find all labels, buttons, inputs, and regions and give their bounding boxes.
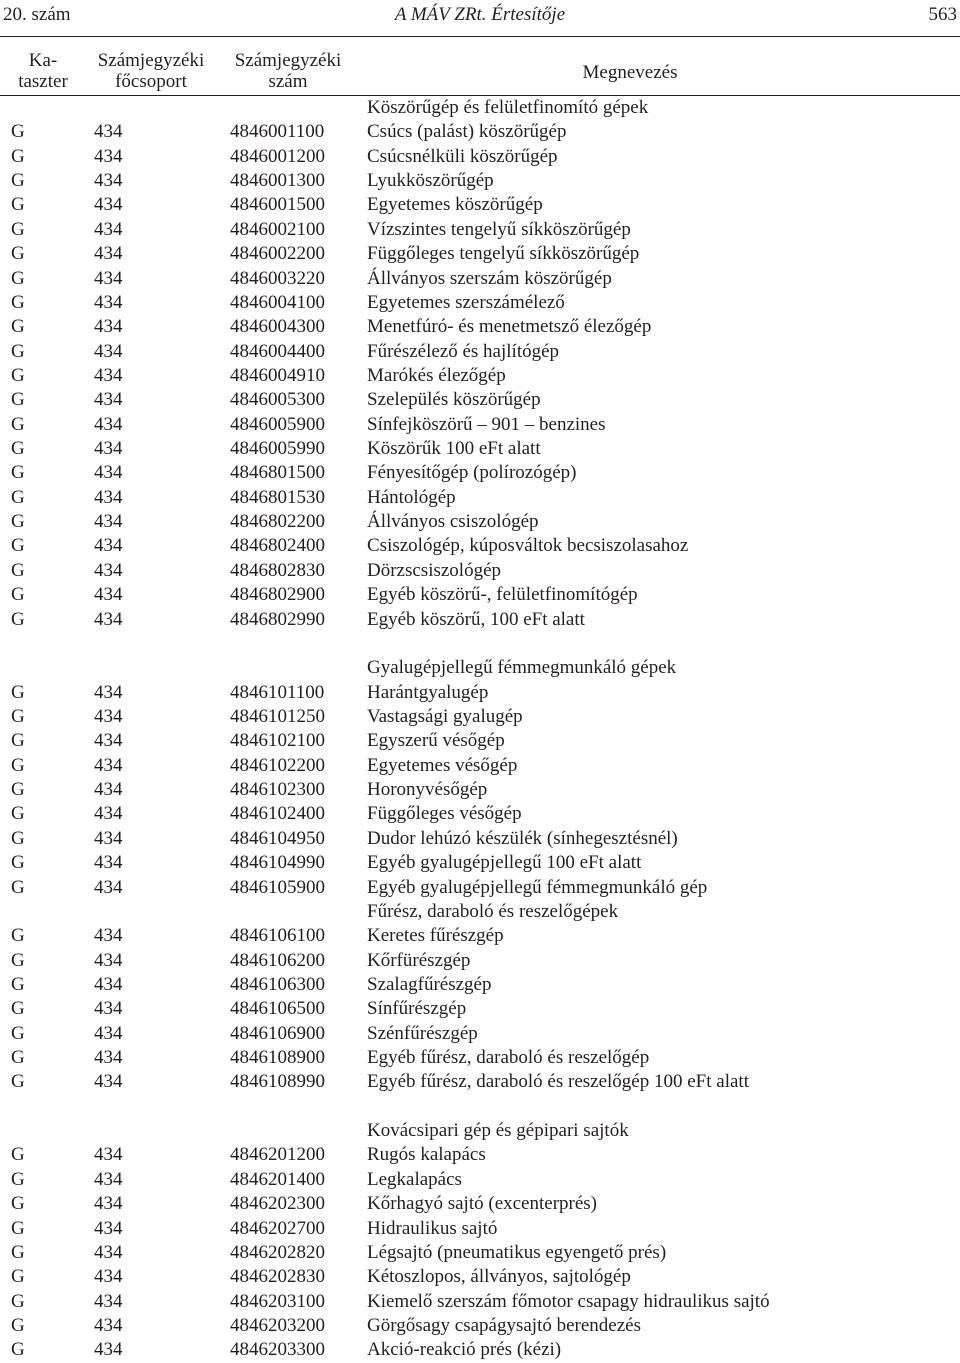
szam-cell: 4846203200 <box>230 1314 325 1336</box>
megnevezes-cell: Kiemelő szerszám főmotor csapagy hidraulikus sajtó <box>367 1290 770 1312</box>
kataszter-cell: G <box>11 486 25 508</box>
focsoport-cell: 434 <box>94 584 123 606</box>
focsoport-cell: 434 <box>94 438 123 460</box>
kataszter-cell: G <box>11 218 25 240</box>
szam-cell: 4846005990 <box>230 438 325 460</box>
table-row <box>0 388 960 412</box>
journal-title: A MÁV ZRt. Értesítője <box>394 4 566 25</box>
table-row <box>0 1070 960 1094</box>
szam-cell: 4846004910 <box>230 364 325 386</box>
kataszter-cell: G <box>11 511 25 533</box>
table-row <box>0 169 960 193</box>
focsoport-cell: 434 <box>94 1047 123 1069</box>
szam-cell: 4846801500 <box>230 462 325 484</box>
table-row <box>0 267 960 291</box>
szam-cell: 4846106900 <box>230 1022 325 1044</box>
megnevezes-cell: Egyéb fűrész, daraboló és reszelőgép 100 eFt alatt <box>367 1071 749 1093</box>
table-row <box>0 218 960 242</box>
table-row <box>0 120 960 144</box>
kataszter-cell: G <box>11 1144 25 1166</box>
kataszter-cell: G <box>11 1071 25 1093</box>
szam-cell: 4846802200 <box>230 511 325 533</box>
megnevezes-cell: Kőrfürészgép <box>367 949 471 971</box>
focsoport-cell: 434 <box>94 608 123 630</box>
focsoport-cell: 434 <box>94 681 123 703</box>
megnevezes-cell: Szelepülés köszörűgép <box>367 389 541 411</box>
column-header-szam: Számjegyzéki szám <box>234 50 342 92</box>
megnevezes-cell: Rugós kalapács <box>367 1144 486 1166</box>
megnevezes-cell: Csúcs (palást) köszörűgép <box>367 121 567 143</box>
table-row <box>0 1046 960 1070</box>
table-row <box>0 997 960 1021</box>
focsoport-cell: 434 <box>94 243 123 265</box>
kataszter-cell: G <box>11 389 25 411</box>
megnevezes-cell: Akció-reakció prés (kézi) <box>367 1339 562 1361</box>
focsoport-cell: 434 <box>94 340 123 362</box>
focsoport-cell: 434 <box>94 949 123 971</box>
focsoport-cell: 434 <box>94 170 123 192</box>
focsoport-cell: 434 <box>94 535 123 557</box>
table-row <box>0 754 960 778</box>
table-body <box>0 96 960 1363</box>
focsoport-cell: 434 <box>94 291 123 313</box>
szam-cell: 4846106500 <box>230 998 325 1020</box>
megnevezes-cell: Csúcsnélküli köszörűgép <box>367 145 558 167</box>
megnevezes-cell: Marókés élezőgép <box>367 364 506 386</box>
focsoport-cell: 434 <box>94 1339 123 1361</box>
megnevezes-cell: Egyéb köszörű, 100 eFt alatt <box>367 608 585 630</box>
focsoport-cell: 434 <box>94 559 123 581</box>
focsoport-cell: 434 <box>94 998 123 1020</box>
szam-cell: 4846005300 <box>230 389 325 411</box>
szam-cell: 4846004300 <box>230 316 325 338</box>
megnevezes-cell: Egyéb gyalugépjellegű fémmegmunkáló gép <box>367 876 708 898</box>
focsoport-cell: 434 <box>94 827 123 849</box>
kataszter-cell: G <box>11 852 25 874</box>
megnevezes-cell: Lyukköszörűgép <box>367 170 494 192</box>
table-row <box>0 193 960 217</box>
focsoport-cell: 434 <box>94 194 123 216</box>
szam-cell: 4846105900 <box>230 876 325 898</box>
szam-cell: 4846202300 <box>230 1193 325 1215</box>
szam-cell: 4846106100 <box>230 925 325 947</box>
megnevezes-cell: Egyéb köszörű-, felületfinomítógép <box>367 584 638 606</box>
szam-cell: 4846002200 <box>230 243 325 265</box>
table-row <box>0 608 960 632</box>
szam-cell: 4846004100 <box>230 291 325 313</box>
megnevezes-cell: Légsajtó (pneumatikus egyengető prés) <box>367 1241 667 1263</box>
szam-cell: 4846102200 <box>230 754 325 776</box>
kataszter-cell: G <box>11 267 25 289</box>
column-header-focsoport: Számjegyzéki főcsoport <box>97 50 205 92</box>
megnevezes-cell: Keretes fűrészgép <box>367 925 504 947</box>
section-title: Gyalugépjellegű fémmegmunkáló gépek <box>367 657 677 679</box>
focsoport-cell: 434 <box>94 1290 123 1312</box>
table-row <box>0 802 960 826</box>
megnevezes-cell: Kőrhagyó sajtó (excenterprés) <box>367 1193 598 1215</box>
megnevezes-cell: Egyéb gyalugépjellegű 100 eFt alatt <box>367 852 642 874</box>
table-row <box>0 924 960 948</box>
szam-cell: 4846108900 <box>230 1047 325 1069</box>
szam-cell: 4846002100 <box>230 218 325 240</box>
szam-cell: 4846001100 <box>230 121 325 143</box>
kataszter-cell: G <box>11 1047 25 1069</box>
focsoport-cell: 434 <box>94 925 123 947</box>
szam-cell: 4846202700 <box>230 1217 325 1239</box>
megnevezes-cell: Szalagfűrészgép <box>367 973 492 995</box>
kataszter-cell: G <box>11 730 25 752</box>
focsoport-cell: 434 <box>94 803 123 825</box>
szam-cell: 4846106200 <box>230 949 325 971</box>
table-row <box>0 534 960 558</box>
focsoport-cell: 434 <box>94 511 123 533</box>
kataszter-cell: G <box>11 438 25 460</box>
megnevezes-cell: Kétoszlopos, állványos, sajtológép <box>367 1266 631 1288</box>
table-row <box>0 876 960 900</box>
table-row <box>0 315 960 339</box>
section-heading <box>0 656 960 680</box>
megnevezes-cell: Egyetemes köszörűgép <box>367 194 543 216</box>
table-row <box>0 1217 960 1241</box>
megnevezes-cell: Hántológép <box>367 486 456 508</box>
kataszter-cell: G <box>11 559 25 581</box>
szam-cell: 4846802400 <box>230 535 325 557</box>
table-row <box>0 413 960 437</box>
blank-row <box>0 632 960 656</box>
kataszter-cell: G <box>11 998 25 1020</box>
kataszter-cell: G <box>11 584 25 606</box>
szam-cell: 4846202820 <box>230 1241 325 1263</box>
megnevezes-cell: Köszörűk 100 eFt alatt <box>367 438 541 460</box>
table-row <box>0 364 960 388</box>
szam-cell: 4846201200 <box>230 1144 325 1166</box>
megnevezes-cell: Egyéb fűrész, daraboló és reszelőgép <box>367 1047 650 1069</box>
szam-cell: 4846004400 <box>230 340 325 362</box>
kataszter-cell: G <box>11 340 25 362</box>
focsoport-cell: 434 <box>94 145 123 167</box>
szam-cell: 4846001200 <box>230 145 325 167</box>
kataszter-cell: G <box>11 876 25 898</box>
megnevezes-cell: Egyszerű vésőgép <box>367 730 505 752</box>
megnevezes-cell: Egyetemes vésőgép <box>367 754 518 776</box>
focsoport-cell: 434 <box>94 1241 123 1263</box>
kataszter-cell: G <box>11 1217 25 1239</box>
focsoport-cell: 434 <box>94 754 123 776</box>
table-row <box>0 437 960 461</box>
table-row <box>0 681 960 705</box>
table-row <box>0 242 960 266</box>
kataszter-cell: G <box>11 779 25 801</box>
table-row <box>0 145 960 169</box>
kataszter-cell: G <box>11 803 25 825</box>
kataszter-cell: G <box>11 316 25 338</box>
kataszter-cell: G <box>11 1241 25 1263</box>
section-title: Kovácsipari gép és gépipari sajtók <box>367 1120 629 1142</box>
focsoport-cell: 434 <box>94 486 123 508</box>
table-row <box>0 778 960 802</box>
table-row <box>0 949 960 973</box>
kataszter-cell: G <box>11 1314 25 1336</box>
kataszter-cell: G <box>11 827 25 849</box>
section-heading <box>0 900 960 924</box>
kataszter-cell: G <box>11 121 25 143</box>
table-row <box>0 973 960 997</box>
szam-cell: 4846201400 <box>230 1168 325 1190</box>
kataszter-cell: G <box>11 243 25 265</box>
megnevezes-cell: Dudor lehúzó készülék (sínhegesztésnél) <box>367 827 678 849</box>
megnevezes-cell: Szénfűrészgép <box>367 1022 478 1044</box>
column-header-megnevezes: Megnevezés <box>582 62 678 83</box>
szam-cell: 4846202830 <box>230 1266 325 1288</box>
szam-cell: 4846802830 <box>230 559 325 581</box>
focsoport-cell: 434 <box>94 1193 123 1215</box>
focsoport-cell: 434 <box>94 1168 123 1190</box>
section-heading <box>0 1119 960 1143</box>
focsoport-cell: 434 <box>94 218 123 240</box>
megnevezes-cell: Fényesítőgép (polírozógép) <box>367 462 577 484</box>
megnevezes-cell: Függőleges vésőgép <box>367 803 522 825</box>
focsoport-cell: 434 <box>94 1314 123 1336</box>
header-rule <box>0 36 960 37</box>
szam-cell: 4846106300 <box>230 973 325 995</box>
szam-cell: 4846104950 <box>230 827 325 849</box>
megnevezes-cell: Csiszológép, kúposváltok becsiszolasahoz <box>367 535 689 557</box>
szam-cell: 4846001500 <box>230 194 325 216</box>
focsoport-cell: 434 <box>94 121 123 143</box>
table-row <box>0 1241 960 1265</box>
focsoport-cell: 434 <box>94 730 123 752</box>
megnevezes-cell: Horonyvésőgép <box>367 779 488 801</box>
focsoport-cell: 434 <box>94 1144 123 1166</box>
szam-cell: 4846108990 <box>230 1071 325 1093</box>
table-row <box>0 705 960 729</box>
megnevezes-cell: Harántgyalugép <box>367 681 489 703</box>
table-row <box>0 486 960 510</box>
focsoport-cell: 434 <box>94 389 123 411</box>
table-row <box>0 461 960 485</box>
szam-cell: 4846102400 <box>230 803 325 825</box>
table-row <box>0 729 960 753</box>
table-row <box>0 583 960 607</box>
focsoport-cell: 434 <box>94 364 123 386</box>
megnevezes-cell: Fűrészélező és hajlítógép <box>367 340 560 362</box>
page-number: 563 <box>928 4 957 25</box>
issue-number: 20. szám <box>3 4 71 25</box>
column-header-kataszter: Ka- taszter <box>18 50 68 92</box>
megnevezes-cell: Állványos csiszológép <box>367 511 539 533</box>
megnevezes-cell: Legkalapács <box>367 1168 462 1190</box>
szam-cell: 4846003220 <box>230 267 325 289</box>
szam-cell: 4846802900 <box>230 584 325 606</box>
megnevezes-cell: Hidraulikus sajtó <box>367 1217 498 1239</box>
table-row <box>0 1290 960 1314</box>
megnevezes-cell: Vízszintes tengelyű síkköszörűgép <box>367 218 631 240</box>
blank-row <box>0 1095 960 1119</box>
focsoport-cell: 434 <box>94 1217 123 1239</box>
table-row <box>0 827 960 851</box>
megnevezes-cell: Függőleges tengelyű síkköszörűgép <box>367 243 640 265</box>
szam-cell: 4846203100 <box>230 1290 325 1312</box>
focsoport-cell: 434 <box>94 316 123 338</box>
kataszter-cell: G <box>11 754 25 776</box>
kataszter-cell: G <box>11 1290 25 1312</box>
table-row <box>0 1168 960 1192</box>
table-row <box>0 1338 960 1362</box>
table-header <box>0 50 960 96</box>
table-row <box>0 1143 960 1167</box>
section-title: Fűrész, daraboló és reszelőgépek <box>367 900 619 922</box>
table-row <box>0 559 960 583</box>
kataszter-cell: G <box>11 1168 25 1190</box>
table-row <box>0 851 960 875</box>
section-heading <box>0 96 960 120</box>
megnevezes-cell: Sínfejköszörű – 901 – benzines <box>367 413 606 435</box>
table-row <box>0 1265 960 1289</box>
szam-cell: 4846101250 <box>230 705 325 727</box>
megnevezes-cell: Vastagsági gyalugép <box>367 705 523 727</box>
kataszter-cell: G <box>11 1339 25 1361</box>
focsoport-cell: 434 <box>94 1266 123 1288</box>
table-row <box>0 291 960 315</box>
focsoport-cell: 434 <box>94 1022 123 1044</box>
kataszter-cell: G <box>11 413 25 435</box>
szam-cell: 4846203300 <box>230 1339 325 1361</box>
focsoport-cell: 434 <box>94 852 123 874</box>
kataszter-cell: G <box>11 462 25 484</box>
kataszter-cell: G <box>11 925 25 947</box>
section-title: Köszörűgép és felületfinomító gépek <box>367 97 649 118</box>
table-row <box>0 1314 960 1338</box>
megnevezes-cell: Görgősagy csapágysajtó berendezés <box>367 1314 641 1336</box>
kataszter-cell: G <box>11 1193 25 1215</box>
kataszter-cell: G <box>11 170 25 192</box>
kataszter-cell: G <box>11 949 25 971</box>
szam-cell: 4846802990 <box>230 608 325 630</box>
szam-cell: 4846005900 <box>230 413 325 435</box>
megnevezes-cell: Dörzscsiszológép <box>367 559 502 581</box>
focsoport-cell: 434 <box>94 779 123 801</box>
kataszter-cell: G <box>11 608 25 630</box>
focsoport-cell: 434 <box>94 876 123 898</box>
szam-cell: 4846104990 <box>230 852 325 874</box>
kataszter-cell: G <box>11 973 25 995</box>
kataszter-cell: G <box>11 681 25 703</box>
kataszter-cell: G <box>11 291 25 313</box>
kataszter-cell: G <box>11 194 25 216</box>
kataszter-cell: G <box>11 1266 25 1288</box>
megnevezes-cell: Menetfúró- és menetmetsző élezőgép <box>367 316 652 338</box>
focsoport-cell: 434 <box>94 413 123 435</box>
table-row <box>0 1192 960 1216</box>
szam-cell: 4846102300 <box>230 779 325 801</box>
focsoport-cell: 434 <box>94 973 123 995</box>
table-row <box>0 1022 960 1046</box>
kataszter-cell: G <box>11 705 25 727</box>
megnevezes-cell: Állványos szerszám köszörűgép <box>367 267 612 289</box>
szam-cell: 4846102100 <box>230 730 325 752</box>
running-head <box>0 0 960 34</box>
szam-cell: 4846001300 <box>230 170 325 192</box>
focsoport-cell: 434 <box>94 705 123 727</box>
szam-cell: 4846101100 <box>230 681 325 703</box>
focsoport-cell: 434 <box>94 462 123 484</box>
focsoport-cell: 434 <box>94 267 123 289</box>
szam-cell: 4846801530 <box>230 486 325 508</box>
kataszter-cell: G <box>11 145 25 167</box>
kataszter-cell: G <box>11 535 25 557</box>
focsoport-cell: 434 <box>94 1071 123 1093</box>
table-row <box>0 340 960 364</box>
kataszter-cell: G <box>11 364 25 386</box>
megnevezes-cell: Sínfűrészgép <box>367 998 467 1020</box>
megnevezes-cell: Egyetemes szerszámélező <box>367 291 565 313</box>
table-row <box>0 510 960 534</box>
kataszter-cell: G <box>11 1022 25 1044</box>
